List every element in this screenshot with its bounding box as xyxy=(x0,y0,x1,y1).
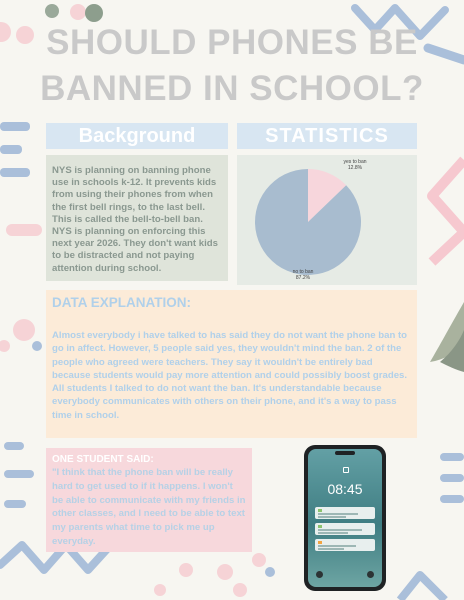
bottom-dots xyxy=(154,553,275,597)
notification-line xyxy=(318,548,344,550)
phone-notch xyxy=(335,451,355,455)
quote-text: "I think that the phone ban will be really hard to get used to if it happens. I won't be able to communicate with my friends in other classes, and I need to be able to text my parents what time to pick me up everyday. xyxy=(52,467,246,547)
pie-label-no-name: no to ban xyxy=(292,269,314,275)
flashlight-icon xyxy=(316,571,323,578)
pie-label-no-value: 87.2% xyxy=(295,275,311,281)
pie-label-yes-value: 12.8% xyxy=(347,165,363,171)
student-quote-panel xyxy=(46,448,252,552)
notification-icon xyxy=(318,509,322,512)
camera-icon xyxy=(367,571,374,578)
right-bottom-dashes xyxy=(440,453,464,503)
statistics-heading: STATISTICS xyxy=(237,123,417,149)
notification-line xyxy=(318,529,362,531)
data-explanation-heading: DATA EXPLANATION: xyxy=(52,295,191,310)
notification-card xyxy=(315,539,375,551)
page-title: SHOULD PHONES BE BANNED IN SCHOOL? xyxy=(40,23,424,108)
left-bottom-dashes xyxy=(4,442,34,508)
notification-icon xyxy=(318,541,322,544)
pie-chart xyxy=(237,155,417,285)
notification-line xyxy=(318,516,346,518)
notification-card xyxy=(315,523,375,535)
phone-illustration xyxy=(304,445,386,591)
notification-line xyxy=(318,545,356,547)
background-heading: Background xyxy=(46,123,228,149)
pie-label-yes-name: yes to ban xyxy=(343,159,367,165)
notification-line xyxy=(318,532,348,534)
data-explanation-panel xyxy=(46,290,417,438)
data-explanation-text: Almost everybody i have talked to has said they do not want the phone ban to go in affect. However, 5 people said yes, they wouldn't mind the ban. 2 of the people who agreed were teachers. They say it wouldn't be entirely bad because students would pay more attention and could possibly boost grades. All students I talked to do not want the ban. It's understandable because everybody communicates with others on their phone, and it's a way to pass time in school. xyxy=(52,330,408,421)
lock-icon xyxy=(343,467,349,473)
notification-card xyxy=(315,507,375,519)
bottom-right-zigzag xyxy=(400,575,445,600)
left-dashes xyxy=(0,122,42,236)
right-pink-zigzag xyxy=(432,160,464,262)
quote-label: ONE STUDENT SAID: xyxy=(52,454,154,465)
background-text: NYS is planning on banning phone use in schools k-12. It prevents kids from using their phones from when the first bell rings, to the last bell. This is called the bell-to-bell ban. NYS is planning on enforcing this next year 2026. They don't want kids to be distracted and not paying attention during school. xyxy=(46,155,228,281)
statistics-panel xyxy=(237,155,417,285)
phone-time: 08:45 xyxy=(327,481,363,497)
phone-screen xyxy=(308,449,382,587)
pie-label-yes xyxy=(337,159,373,171)
pie-label-no xyxy=(285,269,321,281)
left-mid-dots xyxy=(0,319,42,352)
notification-icon xyxy=(318,525,322,528)
notification-line xyxy=(318,513,358,515)
